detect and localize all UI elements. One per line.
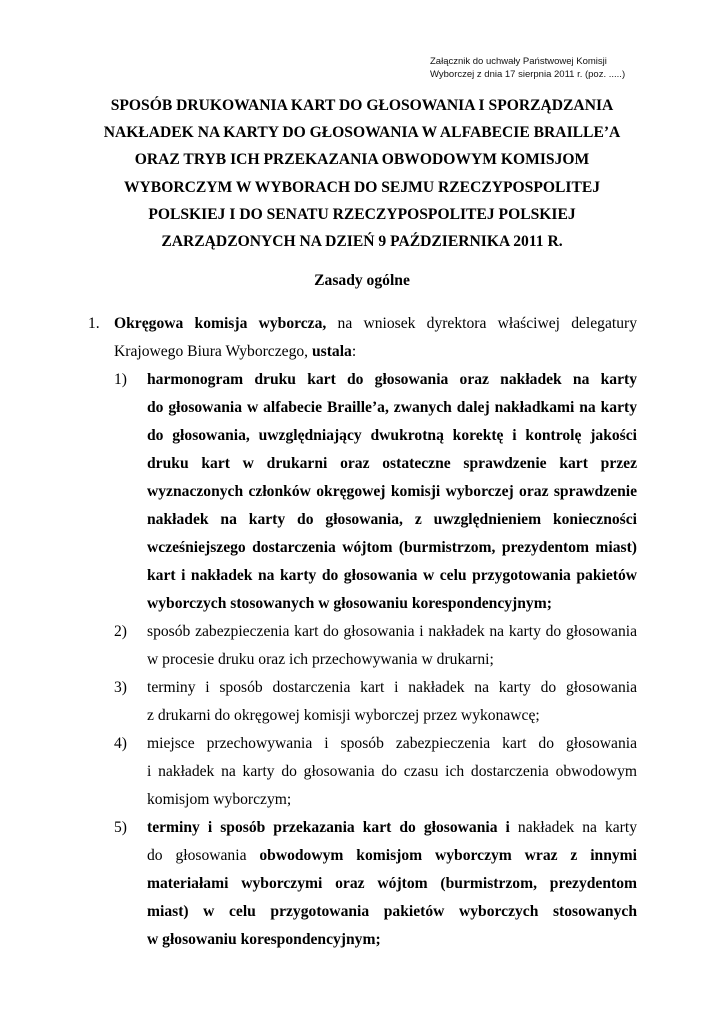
subitem-2-line: w procesie druku oraz ich przechowywania w drukarni; (147, 651, 494, 668)
title-line: ORAZ TRYB ICH PRZEKAZANIA OBWODOWYM KOMISJOM (134, 151, 590, 169)
title-line: ZARZĄDZONYCH NA DZIEŃ 9 PAŹDZIERNIKA 2011 R. (161, 233, 563, 251)
section-heading: Zasady ogólne (314, 272, 410, 289)
subitem-1-line: do głosowania, uwzględniający dwukrotną korektę i kontrolę jakości (147, 427, 637, 444)
subitem-5-text: nakładek na karty (509, 819, 637, 836)
subitem-number: 3) (114, 679, 127, 696)
subitem-3-line: z drukarni do okręgowej komisji wyborczej przez wykonawcę; (147, 707, 540, 724)
item-1-lead: Okręgowa komisja wyborcza, (114, 315, 327, 332)
subitem-5-line (147, 846, 637, 866)
subitem-number: 1) (114, 371, 127, 388)
item-1-line (114, 342, 637, 362)
item-1-verb: ustala (311, 343, 352, 360)
subitem-1-line: do głosowania w alfabecie Braille’a, zwanych dalej nakładkami na karty (147, 399, 637, 416)
subitem-4-line: miejsce przechowywania i sposób zabezpieczenia kart do głosowania (147, 735, 637, 752)
title-line: NAKŁADEK NA KARTY DO GŁOSOWANIA W ALFABECIE BRAILLE’A (103, 124, 621, 142)
subitem-1-line: nakładek na karty do głosowania, z uwzględnieniem konieczności (147, 511, 637, 528)
subitem-1-line: druku kart w drukarni oraz ostateczne sprawdzenie kart przez (147, 455, 637, 472)
title-line: SPOSÓB DRUKOWANIA KART DO GŁOSOWANIA I SPORZĄDZANIA (110, 97, 614, 114)
item-1-text: na wniosek dyrektora właściwej delegatury (326, 315, 637, 332)
subitem-1-line: kart i nakładek na karty do głosowania w celu przygotowania pakietów (147, 567, 637, 584)
item-number: 1. (88, 315, 100, 332)
item-1-punct: : (351, 343, 357, 360)
subitem-5-line: materiałami wyborczymi oraz wójtom (burmistrzom, prezydentom (147, 875, 637, 892)
subitem-5-line: w głosowaniu korespondencyjnym; (147, 931, 381, 948)
annex-line: Wyborczej z dnia 17 sierpnia 2011 r. (poz. .....) (430, 69, 626, 80)
subitem-3-line: terminy i sposób dostarczenia kart i nakładek na karty do głosowania (147, 679, 637, 696)
title-line: WYBORCZYM W WYBORACH DO SEJMU RZECZYPOSPOLITEJ (123, 178, 601, 196)
subitem-1-line: harmonogram druku kart do głosowania oraz nakładek na karty (147, 371, 637, 388)
item-1-text: Krajowego Biura Wyborczego, (114, 343, 312, 360)
subitem-4-line: i nakładek na karty do głosowania do czasu ich dostarczenia obwodowym (147, 763, 637, 780)
subitem-4-line: komisjom wyborczym; (147, 791, 292, 808)
subitem-5-line (147, 818, 637, 838)
annex-line: Załącznik do uchwały Państwowej Komisji (430, 56, 607, 67)
subitem-number: 5) (114, 819, 127, 836)
title-line: POLSKIEJ I DO SENATU RZECZYPOSPOLITEJ POLSKIEJ (148, 205, 576, 223)
subitem-number: 4) (114, 735, 127, 752)
subitem-2-line: sposób zabezpieczenia kart do głosowania i nakładek na karty do głosowania (147, 623, 637, 640)
subitem-5-bold: obwodowym komisjom wyborczym wraz z innymi (259, 847, 637, 864)
subitem-5-line: miast) w celu przygotowania pakietów wyborczych stosowanych (147, 903, 637, 920)
subitem-number: 2) (114, 623, 127, 640)
subitem-5-text: do głosowania (147, 847, 260, 864)
subitem-1-line: wyborczych stosowanych w głosowaniu korespondencyjnym; (147, 595, 552, 612)
item-1-line (114, 314, 637, 334)
subitem-1-line: wyznaczonych członków okręgowej komisji wyborczej oraz sprawdzenie (147, 483, 637, 500)
subitem-1-line: wcześniejszego dostarczenia wójtom (burmistrzom, prezydentom miast) (147, 539, 637, 556)
subitem-5-lead: terminy i sposób przekazania kart do głosowania i (147, 819, 510, 836)
